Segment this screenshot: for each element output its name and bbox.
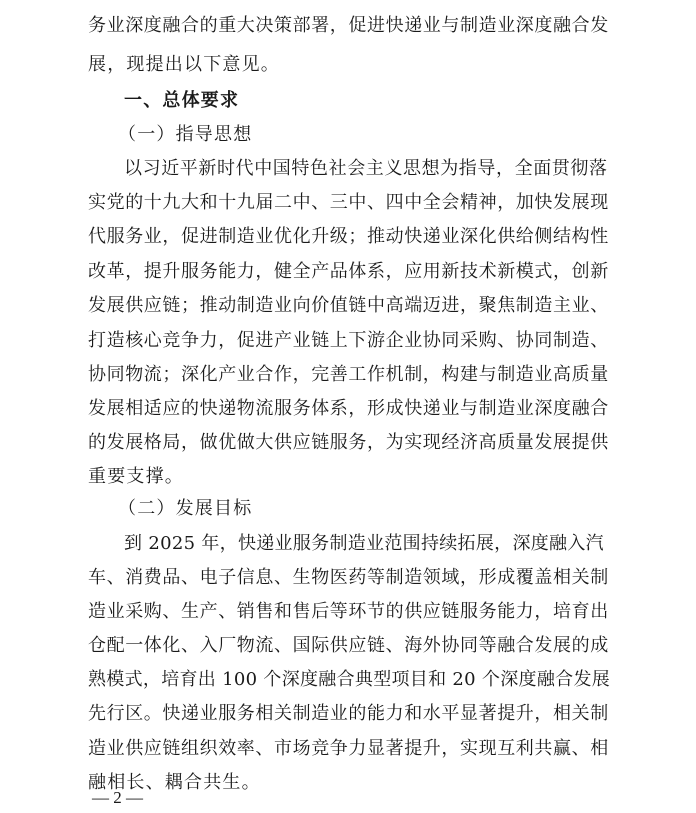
body-text-line: 融相长、耦合共生。 — [88, 772, 261, 793]
body-text-line: 造业采购、生产、销售和售后等环节的供应链服务能力，培育出 — [88, 601, 609, 622]
body-text-line: 先行区。快递业服务相关制造业的能力和水平显著提升，相关制 — [88, 703, 609, 724]
body-text-line: 的发展格局，做优做大供应链服务，为实现经济高质量发展提供 — [88, 432, 609, 453]
body-text-line: 打造核心竞争力，促进产业链上下游企业协同采购、协同制造、 — [88, 330, 609, 351]
body-text-line: 重要支撑。 — [88, 466, 184, 487]
body-text-line: 发展相适应的快递物流服务体系，形成快递业与制造业深度融合 — [88, 398, 609, 419]
body-text-line: 熟模式，培育出 100 个深度融合典型项目和 20 个深度融合发展 — [88, 669, 611, 690]
body-text-line: 仓配一体化、入厂物流、国际供应链、海外协同等融合发展的成 — [88, 635, 609, 656]
body-text-line: 以习近平新时代中国特色社会主义思想为指导，全面贯彻落 — [124, 158, 608, 179]
body-text-line: 实党的十九大和十九届二中、三中、四中全会精神，加快发展现 — [88, 192, 609, 213]
subsection-heading: （一）指导思想 — [118, 124, 253, 145]
page-number: — 2 — — [92, 788, 143, 807]
body-text-line: 到 2025 年，快递业服务制造业范围持续拓展，深度融入汽 — [124, 533, 604, 554]
subsection-heading: （二）发展目标 — [118, 498, 253, 519]
body-text-line: 改革，提升服务能力，健全产品体系，应用新技术新模式，创新 — [88, 261, 609, 282]
body-text-line: 车、消费品、电子信息、生物医药等制造领域，形成覆盖相关制 — [88, 567, 609, 588]
body-text-line: 务业深度融合的重大决策部署，促进快递业与制造业深度融合发 — [88, 15, 609, 36]
section-heading: 一、总体要求 — [124, 90, 240, 111]
body-text-line: 造业供应链组织效率、市场竞争力显著提升，实现互利共赢、相 — [88, 738, 609, 759]
body-text-line: 展，现提出以下意见。 — [88, 54, 280, 75]
body-text-line: 代服务业，促进制造业优化升级；推动快递业深化供给侧结构性 — [88, 226, 609, 247]
body-text-line: 协同物流；深化产业合作，完善工作机制，构建与制造业高质量 — [88, 364, 609, 385]
body-text-line: 发展供应链；推动制造业向价值链中高端迈进，聚焦制造主业、 — [88, 295, 609, 316]
